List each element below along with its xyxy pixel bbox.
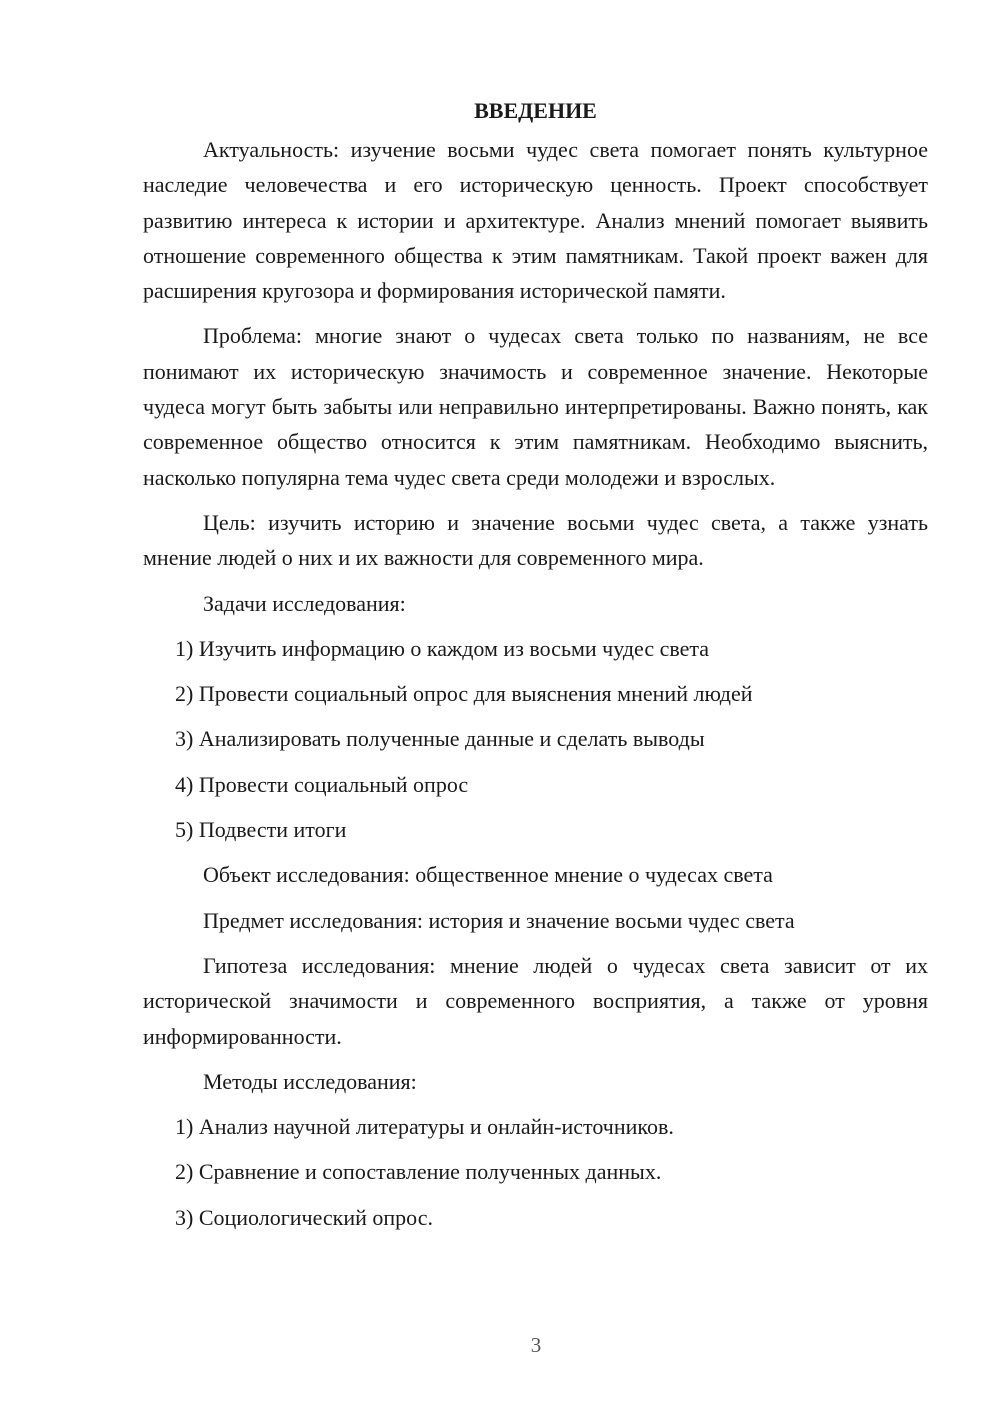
- method-item: 2) Сравнение и сопоставление полученных данных.: [175, 1159, 662, 1185]
- subject-paragraph: Предмет исследования: история и значение восьми чудес света: [203, 907, 795, 933]
- relevance-paragraph: Актуальность: изучение восьми чудес света помогает понять культурное наследие человечества и его историческую ценность. Проект способствует развитию интереса к истории и архитектуре. Анализ мнений помогает выявить отношение современного общества к этим памятникам. Такой проект важен для расширения кругозора и формирования исторической памяти.: [143, 137, 928, 304]
- task-item: 2) Провести социальный опрос для выяснения мнений людей: [175, 681, 753, 707]
- object-paragraph: Объект исследования: общественное мнение о чудесах света: [203, 862, 773, 888]
- page-number: 3: [530, 1333, 542, 1357]
- tasks-heading: Задачи исследования:: [203, 590, 406, 616]
- method-item: 1) Анализ научной литературы и онлайн-источников.: [175, 1114, 674, 1140]
- goal-paragraph: Цель: изучить историю и значение восьми чудес света, а также узнать мнение людей о них и их важности для современного мира.: [143, 509, 928, 571]
- methods-heading: Методы исследования:: [203, 1068, 417, 1094]
- method-item: 3) Социологический опрос.: [175, 1204, 433, 1230]
- hypothesis-paragraph: Гипотеза исследования: мнение людей о чудесах света зависит от их исторической значимости и современного восприятия, а также от уровня информированности.: [143, 952, 928, 1049]
- problem-paragraph: Проблема: многие знают о чудесах света только по названиям, не все понимают их историческую значимость и современное значение. Некоторые чудеса могут быть забыты или неправильно интерпретированы. Важно понять, как современное общество относится к этим памятникам. Необходимо выяснить, насколько популярна тема чудес света среди молодежи и взрослых.: [143, 323, 928, 490]
- task-item: 1) Изучить информацию о каждом из восьми чудес света: [175, 635, 710, 661]
- section-title: ВВЕДЕНИЕ: [474, 98, 597, 123]
- task-item: 4) Провести социальный опрос: [175, 771, 469, 797]
- task-item: 5) Подвести итоги: [175, 817, 347, 843]
- document-page: [143, 96, 928, 1245]
- task-item: 3) Анализировать полученные данные и сделать выводы: [175, 726, 705, 752]
